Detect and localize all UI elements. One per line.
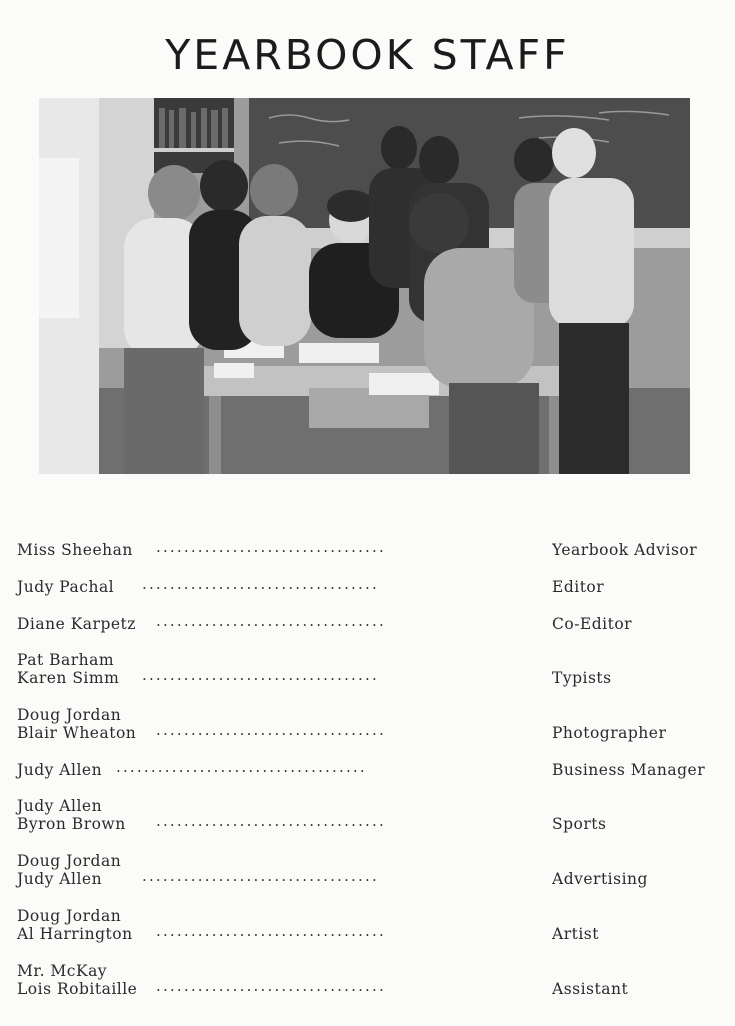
staff-row [0,903,735,943]
staff-row [0,702,735,742]
staff-role: Co-Editor [552,615,633,633]
staff-row [0,848,735,888]
staff-role: Editor [552,578,605,596]
staff-name: Judy Allen [17,761,103,779]
staff-row [0,593,735,633]
dot-leader: .................................. [142,575,379,593]
staff-name: Doug Jordan [17,706,122,724]
staff-role: Business Manager [552,761,706,779]
staff-name: Diane Karpetz [17,615,136,633]
staff-name: Miss Sheehan [17,541,133,559]
staff-role: Photographer [552,724,667,742]
staff-name: Mr. McKay [17,962,108,980]
dot-leader: ................................. [156,538,386,556]
staff-names [17,797,126,833]
staff-names [17,651,119,687]
staff-name: Blair Wheaton [17,724,137,742]
staff-names [17,706,136,742]
dot-leader: ................................. [156,721,386,739]
staff-names [17,907,133,943]
staff-role: Artist [552,925,599,943]
staff-names [17,615,136,633]
staff-row [0,958,735,998]
staff-name: Byron Brown [17,815,126,833]
staff-row [0,556,735,596]
staff-row [0,739,735,779]
staff-row [0,647,735,687]
page-title: YEARBOOK STAFF [165,31,570,80]
staff-name: Lois Robitaille [17,980,138,998]
staff-name: Judy Allen [17,870,103,888]
staff-names [17,962,137,998]
staff-role: Sports [552,815,607,833]
staff-row [0,793,735,833]
staff-name: Judy Allen [17,797,103,815]
dot-leader: .................................... [116,758,367,776]
staff-group-photo [39,98,690,474]
dot-leader: ................................. [156,612,386,630]
staff-name: Karen Simm [17,669,120,687]
staff-photo-image [39,98,690,474]
dot-leader: ................................. [156,977,386,995]
staff-role: Yearbook Advisor [552,541,698,559]
staff-names [17,761,102,779]
dot-leader: ................................. [156,922,386,940]
staff-name: Pat Barham [17,651,115,669]
staff-name: Doug Jordan [17,852,122,870]
dot-leader: .................................. [142,867,379,885]
staff-role: Advertising [552,870,648,888]
staff-names [17,852,121,888]
dot-leader: ................................. [156,812,386,830]
staff-row [0,519,735,559]
staff-role: Assistant [552,980,629,998]
staff-name: Judy Pachal [17,578,115,596]
dot-leader: .................................. [142,666,379,684]
staff-role: Typists [552,669,612,687]
staff-name: Al Harrington [17,925,133,943]
staff-name: Doug Jordan [17,907,122,925]
